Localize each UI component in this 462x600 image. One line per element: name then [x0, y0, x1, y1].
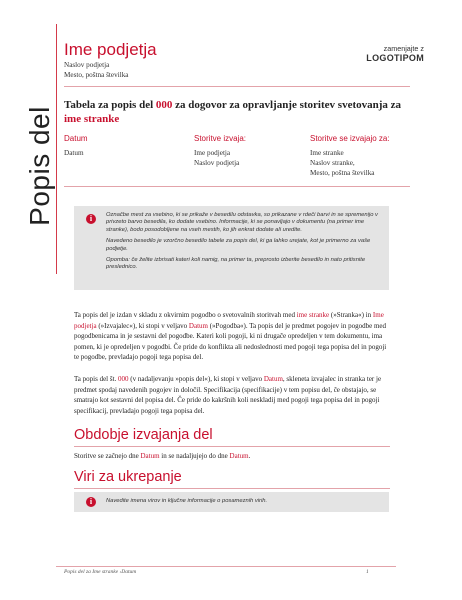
tip-box-resources[interactable] [74, 492, 389, 512]
text-run: (v nadaljevanju »popis del«), ki stopi v veljavo [128, 375, 264, 383]
title-number: 000 [155, 99, 173, 111]
column-value: Ime podjetja [194, 149, 231, 157]
address-line-1: Naslov podjetja [64, 61, 110, 69]
number-placeholder: 000 [118, 375, 129, 383]
company-name[interactable]: Ime podjetja [64, 40, 157, 59]
text-run: . [248, 452, 251, 460]
column-provider[interactable] [194, 134, 246, 168]
address-line-2: Mesto, poštna številka [64, 71, 129, 79]
column-value: Mesto, poštna številka [310, 169, 375, 177]
section-heading-period[interactable]: Obdobje izvajanja del [74, 427, 213, 443]
section-heading-resources[interactable]: Viri za ukrepanje [74, 469, 182, 485]
column-heading: Storitve se izvajajo za: [310, 134, 390, 143]
logo-line-2: LOGOTIPOM [366, 53, 424, 63]
title-part-1: Tabela za popis del [64, 99, 156, 111]
company-address[interactable] [64, 60, 128, 80]
column-date[interactable] [64, 134, 88, 158]
section-divider [74, 488, 390, 489]
body-paragraph-2[interactable] [74, 374, 392, 416]
tip-paragraph: Opomba: če želite izbrisati kateri koli namig, na primer ta, preprosto izberite besedilo in nato pritisnite preslednico. [106, 257, 366, 271]
text-run: (»Izvajalec«), ki stopi v veljavo [96, 321, 189, 330]
column-heading: Storitve izvaja: [194, 134, 247, 143]
date-placeholder: Datum [263, 375, 283, 383]
section-divider [74, 446, 390, 447]
footer-divider [56, 566, 396, 567]
info-icon: i [86, 497, 96, 507]
text-run: Ta popis del je izdan v skladu z okvirnim pogodbo o svetovalnih storitvah med [74, 311, 297, 319]
company-placeholder: Ime podjetja [74, 311, 384, 330]
column-value: Naslov stranke, [310, 159, 355, 167]
text-run: (»Pogodba«). Ta popis del je predmet pogojev in pogodbe med pogodbenicama in je sestavni del pogodbe. Kateri koli pogoji, ki ni drugače opredeljen v tem dokumentu, ima pomen, ki je opredeljen v pogodbi. Če pride do konflikta ali nedoslednosti med pogoji tega popisa del in pogoji te pogodbe, prevladajo pogoji tega popisa del. [74, 321, 387, 362]
tip-text [106, 212, 382, 276]
tip-box[interactable] [74, 206, 389, 290]
date-placeholder: Datum [188, 321, 208, 330]
tip-paragraph: Označbe mest za vsebino, ki se prikaže v besedilu odstavka, so prikazane v rdeči barvi in se spremenijo v privzeto barvo besedila, ko dodate vsebino. Informacije, ki se ponavljajo v dokumentu (na primer ime stranke), bodo posodobljene na vseh mestih, ko jih enkrat dodate ali uredite. [106, 212, 378, 233]
logo-line-1: zamenjajte z [383, 44, 424, 53]
column-value: Naslov podjetja [194, 159, 240, 167]
text-run: , skleneta izvajalec in stranka ter je predmet spodaj navedenih pogojev in določil. Specifikacija (specifikacije) v tem popisu del, če obstajajo, se smatrajo kot sestavni del popisa del. Če pride do kakršnih koli neskladij med pogoji tega popisa del in pogoji specifikacij, prevladajo pogoji tega popisa del. [74, 375, 382, 415]
period-paragraph[interactable] [74, 451, 392, 462]
sidebar [0, 0, 58, 600]
body-paragraph-1[interactable] [74, 310, 392, 363]
text-run: Storitve se začnejo dne [74, 452, 141, 460]
column-value: Ime stranke [310, 149, 344, 157]
document-title[interactable] [64, 98, 414, 126]
header-divider [64, 86, 410, 87]
sidebar-divider [56, 24, 57, 274]
column-value: Datum [64, 149, 84, 157]
text-run: Ta popis del št. [74, 375, 119, 383]
info-icon: i [86, 214, 96, 224]
tip-paragraph: Navedeno besedilo je vzorčno besedilo tabele za popis del, ki ga lahko urejate, kot je primerno za vaše podjetje. [106, 238, 371, 252]
page-number: 1 [366, 569, 369, 575]
text-run: in se nadaljujejo do dne [159, 452, 230, 460]
info-divider [64, 186, 410, 187]
column-heading: Datum [64, 134, 88, 143]
title-part-2: za dogovor za opravljanje storitev svetovanja za [172, 99, 402, 111]
column-client[interactable] [310, 134, 390, 178]
tip-text: Navedite imena virov in ključne informacije o posameznih virih. [106, 498, 268, 504]
title-client: ime stranke [64, 113, 120, 125]
date-placeholder: Datum [229, 452, 249, 460]
sidebar-title: Popis del [24, 106, 55, 226]
client-placeholder: ime stranke [296, 311, 330, 319]
text-run: (»Stranka«) in [329, 311, 373, 319]
date-placeholder: Datum [140, 452, 160, 460]
footer-text: Popis del za Ime stranke ›Datum [64, 569, 137, 575]
logo-placeholder[interactable] [360, 44, 424, 63]
